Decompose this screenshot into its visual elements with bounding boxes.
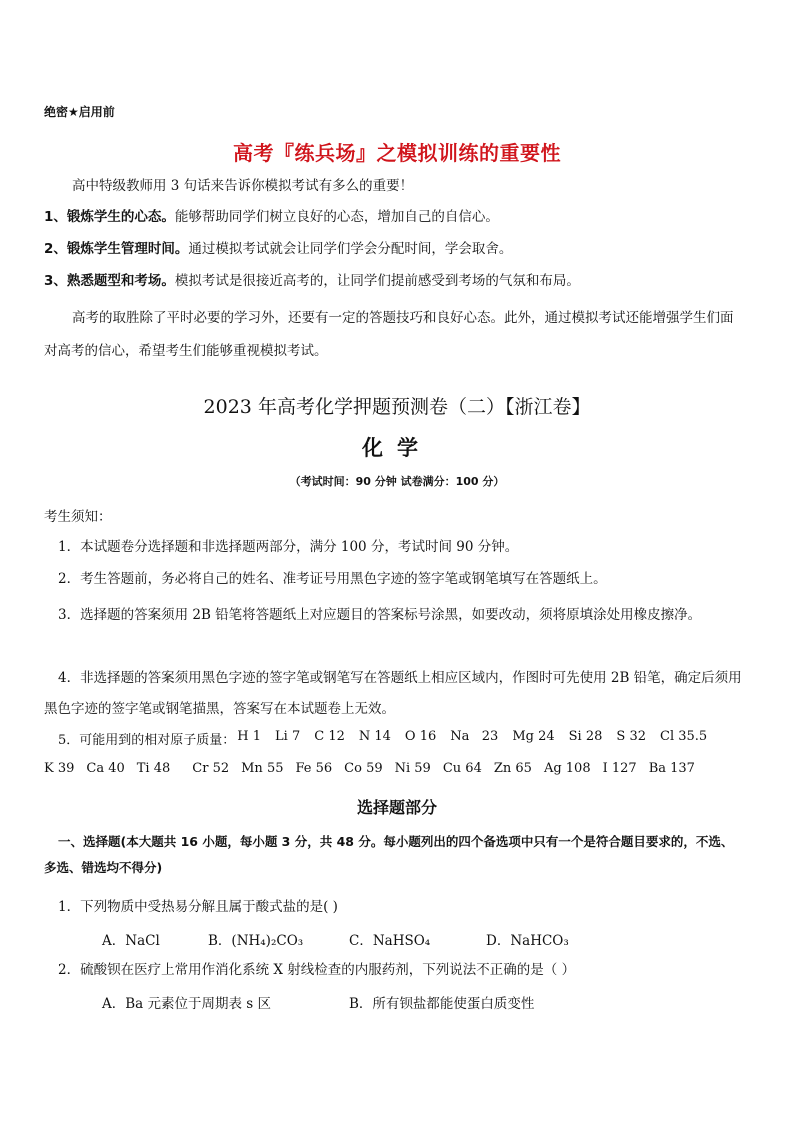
confidential-label: 绝密★启用前 xyxy=(44,105,115,119)
option-text: (NH₄)₂CO₃ xyxy=(231,933,304,949)
notice-item-1: 1．本试题卷分选择题和非选择题两部分，满分 100 分，考试时间 90 分钟。 xyxy=(58,539,519,555)
mass-entry: Li 7 xyxy=(275,729,301,744)
mass-entry: Zn 65 xyxy=(493,761,532,776)
mass-entry: Ag 108 xyxy=(543,761,591,776)
intro-closing: 高考的取胜除了平时必要的学习外，还要有一定的答题技巧和良好心态。此外，通过模拟考试还能增强学生们面对高考的信心，希望考生们能够重视模拟考试。 xyxy=(44,310,734,359)
option-letter: B． xyxy=(208,933,232,949)
mass-entry: K 39 xyxy=(44,761,75,776)
notice-item-3: 3．选择题的答案须用 2B 铅笔将答题纸上对应题目的答案标号涂黑，如要改动，须将原填涂处用橡皮擦净。 xyxy=(58,607,702,623)
mass-entry: N 14 xyxy=(358,729,391,744)
section-heading: 选择题部分 xyxy=(356,798,437,817)
intro-point-1-bold: 1、锻炼学生的心态。 xyxy=(44,209,175,225)
mass-entry: C 12 xyxy=(314,729,345,744)
question-2-stem: 2．硫酸钡在医疗上常用作消化系统 X 射线检查的内服药剂，下列说法不正确的是（ ） xyxy=(58,962,576,978)
question-1-stem: 1．下列物质中受热易分解且属于酸式盐的是( ) xyxy=(58,899,338,915)
intro-point-2-bold: 2、锻炼学生管理时间。 xyxy=(44,241,189,257)
intro-point-1 xyxy=(44,207,734,227)
intro-lead: 高中特级教师用 3 句话来告诉你模拟考试有多么的重要！ xyxy=(72,178,414,194)
mass-entry: Ca 40 xyxy=(86,761,125,776)
mass-entry: Ni 59 xyxy=(394,761,431,776)
mass-entry: Mg 24 xyxy=(512,729,555,744)
option-text: NaCl xyxy=(125,933,160,949)
option-letter: C． xyxy=(349,933,373,949)
exam-timing: （考试时间：90 分钟 试卷满分：100 分） xyxy=(289,475,505,488)
mass-intro: 5．可能用到的相对原子质量： xyxy=(58,733,236,748)
question-1-option-c xyxy=(349,929,430,949)
intro-point-3 xyxy=(44,271,734,291)
question-2-option-a xyxy=(102,992,271,1012)
exam-title: 2023 年高考化学押题预测卷（二）【浙江卷】 xyxy=(203,396,591,418)
promo-title: 高考『练兵场』之模拟训练的重要性 xyxy=(233,141,561,165)
option-letter: A． xyxy=(102,933,126,949)
mass-entry: Na 23 xyxy=(450,729,499,744)
intro-point-1-text: 能够帮助同学们树立良好的心态，增加自己的自信心。 xyxy=(174,209,499,225)
section-instruction xyxy=(44,829,744,881)
option-text: Ba 元素位于周期表 s 区 xyxy=(125,996,272,1012)
exam-subject: 化学 xyxy=(362,436,432,460)
section-instruction-rest: (本大题共 16 小题，每小题 3 分，共 48 分。每小题列出的四个备选项中只有一个是符合题目要求的，不选、多选、错选均不得分) xyxy=(44,834,734,875)
mass-entry: Cl 35.5 xyxy=(660,729,708,744)
option-letter: B． xyxy=(349,996,373,1012)
notice-item-2: 2．考生答题前，务必将自己的姓名、准考证号用黑色字迹的签字笔或钢笔填写在答题纸上。 xyxy=(58,571,607,587)
mass-entry: Cr 52 xyxy=(192,761,230,776)
mass-entry: S 32 xyxy=(616,729,646,744)
mass-entry: Ti 48 xyxy=(136,761,171,776)
question-1-option-a xyxy=(102,929,160,949)
intro-point-3-bold: 3、熟悉题型和考场。 xyxy=(44,273,175,289)
option-text: 所有钡盐都能使蛋白质变性 xyxy=(372,996,535,1012)
mass-row-2 xyxy=(44,761,754,776)
mass-entry: H 1 xyxy=(237,729,262,744)
mass-entry: Co 59 xyxy=(344,761,383,776)
option-text: NaHSO₄ xyxy=(372,933,431,949)
mass-row-1 xyxy=(58,729,768,748)
mass-entry: Si 28 xyxy=(568,729,603,744)
option-letter: A． xyxy=(102,996,126,1012)
mass-entry: I 127 xyxy=(602,761,637,776)
question-2-option-b xyxy=(349,992,534,1012)
notice-heading: 考生须知： xyxy=(44,509,112,525)
intro-point-2-text: 通过模拟考试就会让同学们学会分配时间，学会取舍。 xyxy=(188,241,513,257)
option-letter: D． xyxy=(486,933,511,949)
section-instruction-bold: 一、选择题 xyxy=(58,834,121,849)
intro-point-2 xyxy=(44,239,734,259)
mass-entry: Fe 56 xyxy=(295,761,333,776)
question-1-option-b xyxy=(208,929,303,949)
question-1-option-d xyxy=(486,929,569,949)
mass-entry: Mn 55 xyxy=(241,761,284,776)
option-text: NaHCO₃ xyxy=(510,933,569,949)
intro-point-3-text: 模拟考试是很接近高考的，让同学们提前感受到考场的气氛和布局。 xyxy=(174,273,580,289)
mass-entry: Ba 137 xyxy=(648,761,695,776)
mass-entry: O 16 xyxy=(404,729,437,744)
mass-entry: Cu 64 xyxy=(442,761,482,776)
notice-item-4: 4．非选择题的答案须用黑色字迹的签字笔或钢笔写在答题纸上相应区域内，作图时可先使用 2B 铅笔，确定后须用黑色字迹的签字笔或钢笔描黑，答案写在本试题卷上无效。 xyxy=(44,670,742,717)
